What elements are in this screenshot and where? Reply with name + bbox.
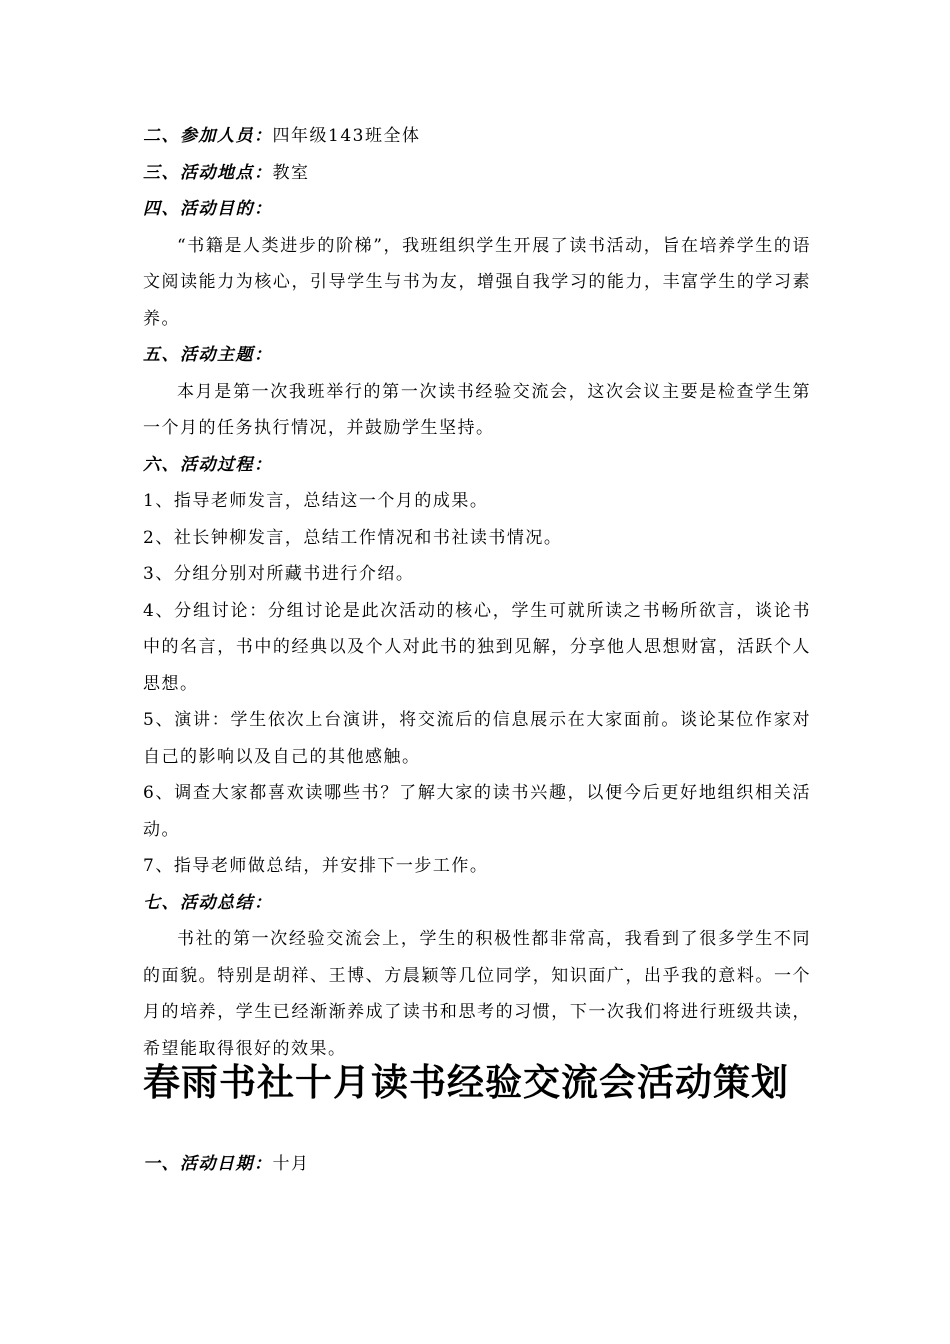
next-document-title: 春雨书社十月读书经验交流会活动策划 — [143, 1061, 789, 1104]
process-item: 3、分组分别对所藏书进行介绍。 — [143, 564, 415, 584]
process-heading: 六、活动过程： — [143, 454, 273, 475]
activity-date-value: 十月 — [272, 1154, 310, 1174]
location-value: 教室 — [272, 162, 310, 183]
process-item: 2、社长钟柳发言，总结工作情况和书社读书情况。 — [143, 527, 563, 548]
location-line — [143, 155, 811, 192]
summary-paragraph: 书社的第一次经验交流会上，学生的积极性都非常高，我看到了很多学生不同的面貌。特别是胡祥、王博、方晨颖等几位同学，知识面广，出乎我的意料。一个月的培养，学生已经渐渐养成了读书和思考的习惯，下一次我们将进行班级共读，希望能取得很好的效果。 — [143, 929, 811, 1059]
process-item: 1、指导老师发言，总结这一个月的成果。 — [143, 491, 489, 511]
participants-line — [143, 118, 811, 155]
participants-value: 四年级143班全体 — [272, 126, 421, 146]
document-body — [143, 118, 811, 1067]
purpose-heading: 四、活动目的： — [143, 199, 273, 219]
location-label: 三、活动地点： — [143, 162, 273, 183]
activity-date-line — [143, 1146, 310, 1182]
process-item: 6、调查大家都喜欢读哪些书？了解大家的读书兴趣，以便今后更好地组织相关活动。 — [143, 783, 811, 840]
summary-heading: 七、活动总结： — [143, 892, 273, 913]
participants-label: 二、参加人员： — [143, 126, 273, 146]
activity-date-label: 一、活动日期： — [143, 1154, 273, 1174]
purpose-paragraph: “书籍是人类进步的阶梯”，我班组织学生开展了读书活动，旨在培养学生的语文阅读能力为核心，引导学生与书为友，增强自我学习的能力，丰富学生的学习素养。 — [143, 235, 811, 329]
process-item: 7、指导老师做总结，并安排下一步工作。 — [143, 856, 489, 876]
process-item: 5、演讲：学生依次上台演讲，将交流后的信息展示在大家面前。谈论某位作家对自己的影响以及自己的其他感触。 — [143, 710, 811, 767]
theme-paragraph: 本月是第一次我班举行的第一次读书经验交流会，这次会议主要是检查学生第一个月的任务执行情况，并鼓励学生坚持。 — [143, 381, 811, 438]
process-item: 4、分组讨论：分组讨论是此次活动的核心，学生可就所读之书畅所欲言，谈论书中的名言，书中的经典以及个人对此书的独到见解，分享他人思想财富，活跃个人思想。 — [143, 600, 811, 694]
theme-heading: 五、活动主题： — [143, 345, 273, 365]
